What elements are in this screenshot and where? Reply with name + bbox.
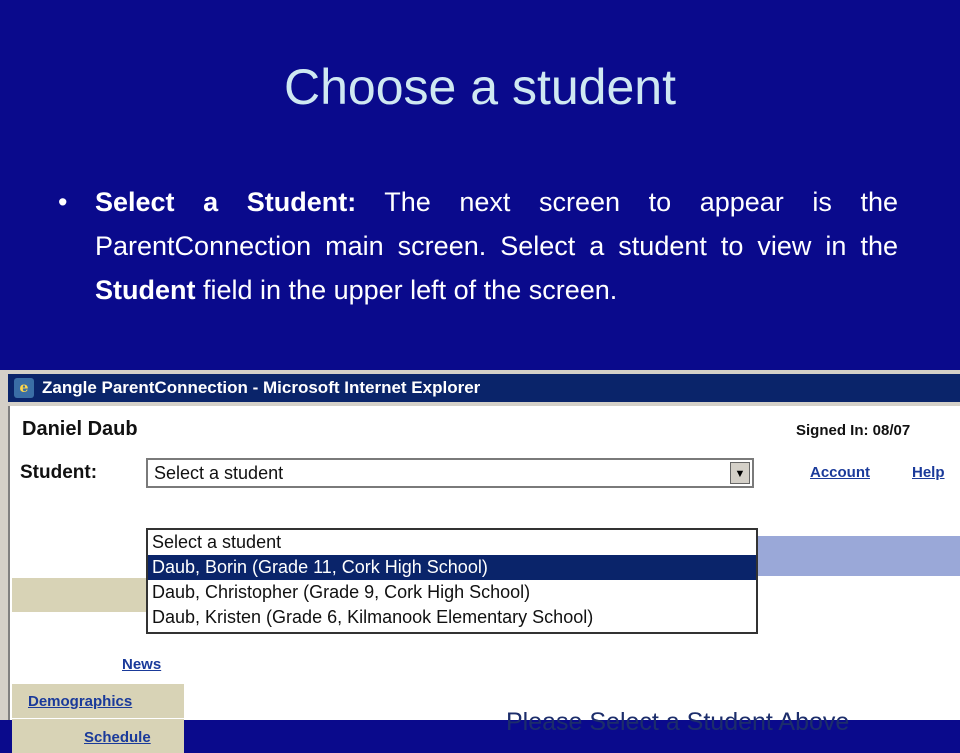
select-student-message: Please Select a Student Above [506,708,850,736]
dropdown-option[interactable]: Daub, Christopher (Grade 9, Cork High School) [152,582,531,602]
bullet-marker: • [58,187,68,217]
student-field-label: Student: [20,462,98,483]
student-select-value: Select a student [154,463,284,483]
ie-icon: e [14,378,34,398]
bullet-body-1: The next screen to appear is the ParentConnection main screen. Select a student to view in the [95,187,898,261]
dropdown-option-highlighted[interactable]: Daub, Borin (Grade 11, Cork High School) [148,555,756,580]
bullet-lead: Select a Student: [95,187,357,217]
student-select[interactable] [146,458,754,488]
student-dropdown-list[interactable] [146,528,758,634]
help-link[interactable]: Help [912,464,945,481]
chevron-down-icon[interactable]: ▼ [730,462,750,484]
bullet-point [58,180,898,312]
nav-schedule[interactable]: Schedule [84,729,151,746]
nav-demographics[interactable]: Demographics [28,693,133,710]
bullet-body-2: field in the upper left of the screen. [195,275,618,305]
browser-screenshot [0,370,960,746]
student-name: Daniel Daub [22,418,138,440]
account-link[interactable]: Account [810,464,870,481]
nav-news[interactable]: News [122,656,162,673]
page-content [8,406,960,746]
slide-title: Choose a student [284,59,676,115]
signed-in-info: Signed In: 08/07 [796,422,911,439]
window-titlebar [8,374,960,402]
dropdown-option[interactable]: Daub, Kristen (Grade 6, Kilmanook Elementary School) [152,607,594,627]
bullet-field-name: Student [95,275,196,305]
dropdown-option[interactable]: Select a student [152,532,282,552]
window-title: Zangle ParentConnection - Microsoft Internet Explorer [42,378,481,397]
bullet-text [95,180,898,312]
